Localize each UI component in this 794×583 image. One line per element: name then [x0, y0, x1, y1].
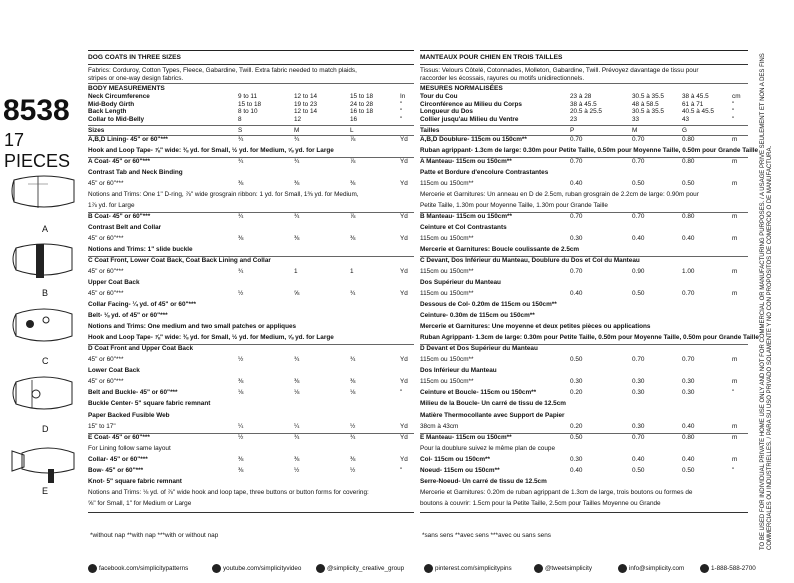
yardage-value: ⅞ — [350, 213, 356, 221]
yardage-unit: " — [732, 389, 735, 397]
yardage-unit: m — [732, 290, 738, 298]
yardage-row-label: D Coat Front and Upper Coat Back — [88, 345, 194, 353]
facebook-icon — [88, 564, 97, 573]
usage-disclaimer-text: TO BE USED FOR INDIVIDUAL PRIVATE HOME USE ONLY AND NOT FOR COMMERCIAL OR MANUFACTURING PURPOSES. / A USAGE PRIVE SEULEMENT ET NON A DES FINS COMMERCIALES OU INDUSTRIELLES. / PARA SU USO PRIVADO SOLAMENTE Y NO CON PROPOSITOS DE COMERCIO O DE MANUFACTURA. — [760, 53, 774, 550]
yardage-value: ½ — [350, 422, 356, 430]
footer-phone[interactable]: 1-888-588-2700 — [700, 564, 756, 573]
measure-label: Longueur du Dos — [420, 108, 473, 116]
yardage-row-label: Ceinture- 0.30m de 115cm ou 150cm** — [420, 312, 535, 320]
view-e-illustration — [8, 439, 80, 485]
yardage-value: ¾ — [294, 213, 300, 221]
yardage-unit: Yd — [400, 455, 408, 463]
yardage-value: 0.50 — [570, 356, 583, 364]
yardage-row-label: Dos Inférieur du Manteau — [420, 367, 497, 375]
yardage-unit: m — [732, 433, 738, 441]
yardage-value: ½ — [238, 433, 244, 441]
en-nap-note: *without nap **with nap ***with or without nap — [90, 532, 219, 539]
yardage-unit: Yd — [400, 290, 408, 298]
yardage-value: 0.40 — [570, 466, 583, 474]
yardage-row-label: Collar Facing- ¼ yd. of 45" or 60"*** — [88, 301, 196, 309]
yardage-value: 0.30 — [570, 235, 583, 243]
size-header: G — [682, 126, 687, 134]
yardage-row-label: Dos Supérieur du Manteau — [420, 279, 501, 287]
yardage-value: 1 — [350, 268, 354, 276]
yardage-row-label: 115cm ou 150cm** — [420, 378, 474, 386]
yardage-row-label: 115cm ou 150cm** — [420, 356, 474, 364]
yardage-row-label: 115cm ou 150cm** — [420, 235, 474, 243]
yardage-row-label: Noeud- 115cm ou 150cm** — [420, 466, 500, 474]
pattern-summary — [0, 44, 84, 564]
yardage-value: ⅜ — [238, 466, 244, 474]
yardage-row-label: Ruban Agrippant- 1.3cm de large: 0.30m pour Petite Taille, 0.50m pour Moyenne Taille, 0.50m pour Grande Taille — [420, 334, 759, 342]
measure-label: Collar to Mid-Belly — [88, 115, 145, 123]
yardage-unit: m — [732, 235, 738, 243]
yardage-row-label: Belt and Buckle- 45" or 60"*** — [88, 389, 178, 397]
yardage-row-label: E Coat- 45" or 60"*** — [88, 433, 150, 441]
yardage-row-label: C Coat Front, Lower Coat Back, Coat Back Lining and Collar — [88, 257, 271, 265]
youtube-icon — [212, 564, 221, 573]
yardage-row-label: Notions and Trims: 1" slide buckle — [88, 246, 193, 254]
yardage-unit: " — [400, 466, 403, 474]
measure-unit: " — [732, 100, 735, 108]
pattern-number: 8538 — [3, 94, 70, 127]
measure-value: 15 to 18 — [350, 93, 374, 100]
yardage-value: ¾ — [238, 213, 244, 221]
pieces-count: 17 PIECES — [4, 130, 71, 171]
yardage-value: 0.70 — [570, 136, 583, 143]
yardage-unit: Yd — [400, 180, 408, 188]
yardage-unit: m — [732, 158, 738, 166]
yardage-row-label: Paper Backed Fusible Web — [88, 411, 170, 419]
footer-twitter[interactable]: @tweetsimplicity — [534, 564, 592, 573]
yardage-value: 0.80 — [682, 433, 695, 441]
yardage-row-label: For Lining follow same layout — [88, 444, 171, 452]
yardage-value: ½ — [238, 356, 244, 364]
measure-label: Back Length — [88, 108, 127, 116]
measure-label: Neck Circumference — [88, 93, 150, 100]
measure-value: 15 to 18 — [238, 100, 262, 108]
yardage-value: ⅜ — [294, 180, 300, 188]
pinterest-icon — [424, 564, 433, 573]
yardage-value: ⅜ — [294, 235, 300, 243]
measure-value: 20.5 à 25.5 — [570, 108, 602, 116]
yardage-value: ¾ — [238, 158, 244, 166]
measure-value: 8 — [238, 115, 242, 123]
measure-value: 61 à 71 — [682, 100, 704, 108]
yardage-row-label: A,B,D Doublure- 115cm ou 150cm** — [420, 136, 527, 143]
yardage-value: 0.70 — [682, 290, 695, 298]
yardage-unit: Yd — [400, 422, 408, 430]
measure-label: Mid-Body Girth — [88, 100, 135, 108]
size-header: M — [294, 126, 300, 134]
yardage-row-label: boutons à couvrir: 1.5cm pour la Petite Taille, 2.5cm pour Tailles Moyenne ou Grande — [420, 499, 661, 507]
measure-unit: " — [400, 115, 403, 123]
yardage-row-label: Petite Taille, 1.30m pour Moyenne Taille, 1.30m pour Grande Taille — [420, 202, 608, 210]
yardage-row-label: 1⅞ yd. for Large — [88, 202, 135, 210]
view-e-label: E — [42, 486, 49, 496]
yardage-value: ⅜ — [350, 455, 356, 463]
measure-unit: " — [400, 100, 403, 108]
yardage-value: ⅜ — [294, 378, 300, 386]
yardage-row-label: Bow- 45" or 60"*** — [88, 466, 144, 474]
yardage-value: ¾ — [350, 290, 356, 298]
yardage-value: ⅛ — [350, 389, 356, 397]
yardage-value: 0.30 — [682, 378, 695, 386]
yardage-value: 0.80 — [682, 136, 695, 143]
measure-label: Collier jusqu'au Milieu du Ventre — [420, 115, 519, 123]
yardage-row-label: Upper Coat Back — [88, 279, 140, 287]
view-a-label: A — [42, 224, 49, 234]
yardage-row-label: Knot- 5" square fabric remnant — [88, 477, 182, 485]
yardage-unit: m — [732, 136, 738, 143]
fr-body-heading: MESURES NORMALISÉES — [420, 85, 503, 92]
measure-value: 48 à 58.5 — [632, 100, 659, 108]
yardage-value: ⅞ — [350, 136, 356, 143]
yardage-value: ⅜ — [238, 180, 244, 188]
yardage-value: ⅜ — [350, 235, 356, 243]
measure-value: 8 to 10 — [238, 108, 258, 116]
yardage-unit: Yd — [400, 268, 408, 276]
yardage-value: 0.30 — [632, 389, 645, 397]
yardage-value: 0.70 — [570, 268, 583, 276]
measure-value: 16 — [350, 115, 358, 123]
yardage-row-label: 45" or 60"*** — [88, 268, 124, 276]
yardage-value: 1.00 — [682, 268, 695, 276]
view-c-illustration — [8, 304, 80, 348]
yardage-row-label: ⅝" for Small, 1" for Medium or Large — [88, 499, 192, 507]
yardage-value: ½ — [238, 290, 244, 298]
yardage-value: 0.30 — [570, 378, 583, 386]
measure-value: 23 — [570, 115, 578, 123]
measure-value: 16 to 18 — [350, 108, 374, 116]
yardage-row-label: Collar- 45" or 60"*** — [88, 455, 148, 463]
yardage-unit: m — [732, 180, 738, 188]
yardage-unit: m — [732, 268, 738, 276]
yardage-value: ¼ — [238, 422, 244, 430]
yardage-value: ⅞ — [350, 158, 356, 166]
yardage-row-label: Serre-Noeud- Un carré de tissu de 12.5cm — [420, 477, 547, 485]
yardage-row-label: A Manteau- 115cm ou 150cm** — [420, 158, 512, 166]
yardage-row-label: 45" or 60"*** — [88, 235, 124, 243]
yardage-value: 0.30 — [632, 378, 645, 386]
yardage-value: 0.20 — [570, 389, 583, 397]
measure-value: 23 à 28 — [570, 93, 592, 100]
yardage-value: ¾ — [294, 158, 300, 166]
yardage-value: 0.40 — [682, 422, 695, 430]
yardage-row-label: A,B,D Lining- 45" or 60"*** — [88, 136, 168, 143]
measure-label: Circonférence au Milieu du Corps — [420, 100, 522, 108]
yardage-value: 0.40 — [632, 235, 645, 243]
fr-fabrics: Tissus: Velours Côtelé, Cotonnades, Molleton, Gabardine, Twill. Prévoyez davantage de tissu pour — [420, 67, 699, 74]
yardage-row-label: Hook and Loop Tape- ⅞" wide: ⅜ yd. for Small, ½ yd. for Medium, ⅝ yd. for Large — [88, 147, 334, 155]
yardage-value: ¾ — [238, 136, 244, 143]
yardage-value: ¾ — [238, 268, 244, 276]
measure-unit: " — [400, 108, 403, 116]
yardage-row-label: Belt- ⅛ yd. of 45" or 60"*** — [88, 312, 168, 320]
yardage-value: 0.40 — [682, 235, 695, 243]
footer-email[interactable]: info@simplicity.com — [618, 564, 684, 573]
yardage-value: ⅜ — [238, 455, 244, 463]
view-d-label: D — [42, 424, 49, 434]
yardage-value: 1 — [294, 268, 298, 276]
fr-fabrics-2: raccorder les écossais, rayures ou motifs unidirectionnels. — [420, 74, 585, 82]
measure-value: 12 — [294, 115, 302, 123]
yardage-value: 0.50 — [682, 466, 695, 474]
yardage-unit: m — [732, 356, 738, 364]
footer-pinterest[interactable]: pinterest.com/simplicitypins — [424, 564, 512, 573]
size-header: P — [570, 126, 575, 134]
yardage-row-label: B Coat- 45" or 60"*** — [88, 213, 151, 221]
yardage-value: ½ — [294, 466, 300, 474]
yardage-value: ⅜ — [238, 378, 244, 386]
sizes-label: Sizes — [88, 126, 105, 134]
size-header: M — [632, 126, 638, 134]
yardage-row-label: 45" or 60"*** — [88, 180, 124, 188]
french-yardage-panel — [420, 50, 759, 539]
yardage-value: ⅛ — [294, 389, 300, 397]
yardage-value: ⅛ — [238, 389, 244, 397]
yardage-value: 0.30 — [632, 422, 645, 430]
yardage-row-label: Notions and Trims: One 1" D-ring, ⅞" wide grosgrain ribbon: 1 yd. for Small, 1⅜ yd. for Medium, — [88, 191, 359, 199]
yardage-row-label: 115cm ou 150cm** — [420, 290, 474, 298]
yardage-row-label: Milieu de la Boucle- Un carré de tissu de 12.5cm — [420, 400, 566, 408]
yardage-value: 0.70 — [632, 158, 645, 166]
social-footer — [88, 562, 788, 576]
yardage-value: 0.70 — [632, 433, 645, 441]
yardage-row-label: 45" or 60"*** — [88, 290, 124, 298]
yardage-value: ¼ — [294, 422, 300, 430]
view-b-label: B — [42, 288, 49, 298]
yardage-row-label: 45" or 60"*** — [88, 378, 124, 386]
yardage-unit: m — [732, 213, 738, 221]
fr-title: MANTEAUX POUR CHIEN EN TROIS TAILLES — [420, 54, 563, 61]
yardage-row-label: Patte et Bordure d'encolure Contrastantes — [420, 169, 549, 177]
footer-instagram[interactable]: @simplicity_creative_group — [316, 564, 404, 573]
en-body-heading: BODY MEASUREMENTS — [88, 85, 165, 92]
yardage-value: 0.80 — [682, 213, 695, 221]
yardage-value: 0.40 — [632, 455, 645, 463]
yardage-value: ¾ — [350, 433, 356, 441]
yardage-row-label: Ceinture et Col Contrastants — [420, 224, 507, 232]
measure-value: 12 to 14 — [294, 93, 318, 100]
yardage-row-label: Mercerie et Garnitures: Un anneau en D de 2.5cm, ruban grosgrain de 2.2cm de large: 0.90m pour — [420, 191, 699, 199]
yardage-row-label: D Devant et Dos Supérieur du Manteau — [420, 345, 538, 353]
measure-value: 33 — [632, 115, 640, 123]
yardage-row-label: B Manteau- 115cm ou 150cm** — [420, 213, 512, 221]
yardage-row-label: Ruban agrippant- 1.3cm de large: 0.30m pour Petite Taille, 0.50m pour Moyenne Taille, 0.50m pour Grande Taille — [420, 147, 759, 155]
yardage-row-label: E Manteau- 115cm ou 150cm** — [420, 433, 512, 441]
yardage-unit: Yd — [400, 158, 408, 166]
yardage-unit: Yd — [400, 213, 408, 221]
phone-icon — [700, 564, 709, 573]
yardage-unit: Yd — [400, 136, 408, 143]
yardage-row-label: 115cm ou 150cm** — [420, 180, 474, 188]
yardage-row-label: Mercerie et Garnitures: Boucle coulissante de 2.5cm — [420, 246, 580, 254]
yardage-row-label: Col- 115cm ou 150cm** — [420, 455, 490, 463]
yardage-row-label: 45" or 60"*** — [88, 356, 124, 364]
yardage-unit: Yd — [400, 356, 408, 364]
measure-value: 38 à 45.5 — [682, 93, 709, 100]
yardage-value: 0.70 — [570, 158, 583, 166]
yardage-value: ⅜ — [238, 235, 244, 243]
measure-value: 30.5 à 35.5 — [632, 93, 664, 100]
measure-unit: " — [732, 108, 735, 116]
measure-unit: cm — [732, 93, 741, 100]
english-yardage-panel — [88, 50, 414, 539]
yardage-unit: m — [732, 422, 738, 430]
yardage-value: 0.50 — [682, 180, 695, 188]
yardage-row-label: Matière Thermocollante avec Support de Papier — [420, 411, 565, 419]
yardage-unit: m — [732, 378, 738, 386]
yardage-unit: " — [400, 389, 403, 397]
yardage-value: 0.50 — [632, 466, 645, 474]
yardage-row-label: 15" to 17" — [88, 422, 116, 430]
yardage-row-label: Buckle Center- 5" square fabric remnant — [88, 400, 211, 408]
yardage-value: 0.70 — [632, 213, 645, 221]
measure-value: 40.5 à 45.5 — [682, 108, 714, 116]
yardage-row-label: Ceinture et Boucle- 115cm ou 150cm** — [420, 389, 537, 397]
yardage-value: 0.40 — [570, 180, 583, 188]
yardage-value: 0.30 — [570, 455, 583, 463]
yardage-value: ⅜ — [294, 455, 300, 463]
fr-nap-note: *sans sens **avec sens ***avec ou sans sens — [422, 532, 551, 539]
yardage-unit: " — [732, 466, 735, 474]
yardage-value: 0.40 — [570, 290, 583, 298]
footer-youtube[interactable]: youtube.com/simplicityvideo — [212, 564, 301, 573]
yardage-row-label: Hook and Loop Tape- ⅞" wide: ⅜ yd. for Small, ½ yd. for Medium, ⅝ yd. for Large — [88, 334, 334, 342]
yardage-value: 0.50 — [570, 433, 583, 441]
yardage-value: ¾ — [350, 356, 356, 364]
email-icon — [618, 564, 627, 573]
measure-unit: In — [400, 93, 406, 100]
yardage-row-label: Mercerie et Garnitures: Une moyenne et deux petites pièces ou applications — [420, 323, 651, 331]
yardage-value: 0.50 — [632, 290, 645, 298]
yardage-row-label: Contrast Belt and Collar — [88, 224, 162, 232]
view-a-illustration — [8, 172, 80, 214]
yardage-unit: Yd — [400, 378, 408, 386]
yardage-row-label: C Devant, Dos Inférieur du Manteau, Doublure du Dos et Col du Manteau — [420, 257, 640, 265]
yardage-row-label: A Coat- 45" or 60"*** — [88, 158, 150, 166]
yardage-row-label: Notions and Trims: One medium and two small patches or appliques — [88, 323, 297, 331]
twitter-icon — [534, 564, 543, 573]
measure-value: 24 to 28 — [350, 100, 374, 108]
yardage-value: ¾ — [294, 433, 300, 441]
yardage-row-label: Lower Coat Back — [88, 367, 140, 375]
footer-facebook[interactable]: facebook.com/simplicitypatterns — [88, 564, 188, 573]
measure-label: Tour du Cou — [420, 93, 458, 100]
yardage-value: ⅜ — [350, 378, 356, 386]
yardage-value: 0.70 — [632, 136, 645, 143]
view-b-illustration — [8, 240, 80, 282]
yardage-value: 0.70 — [682, 356, 695, 364]
yardage-value: 0.80 — [682, 158, 695, 166]
yardage-unit: Yd — [400, 235, 408, 243]
yardage-value: ⅝ — [294, 290, 300, 298]
yardage-row-label: Mercerie et Garnitures: 0.20m de ruban agrippant de 1.3cm de large, trois boutons ou formes de — [420, 488, 693, 496]
measure-value: 30.5 à 35.5 — [632, 108, 664, 116]
usage-disclaimer — [752, 30, 792, 550]
en-fabrics-2: stripes or one-way design fabrics. — [88, 74, 184, 82]
yardage-value: 0.90 — [632, 268, 645, 276]
sizes-label: Tailles — [420, 126, 440, 134]
size-header: L — [350, 126, 354, 134]
measure-value: 9 to 11 — [238, 93, 258, 100]
view-c-label: C — [42, 356, 49, 366]
yardage-value: ½ — [350, 466, 356, 474]
view-d-illustration — [8, 372, 80, 416]
yardage-value: 0.50 — [632, 180, 645, 188]
instagram-icon — [316, 564, 325, 573]
en-fabrics: Fabrics: Corduroy, Cotton Types, Fleece, Gabardine, Twill. Extra fabric needed to match plaids, — [88, 67, 357, 74]
yardage-row-label: Contrast Tab and Neck Binding — [88, 169, 183, 177]
yardage-value: ¾ — [294, 356, 300, 364]
en-title: DOG COATS IN THREE SIZES — [88, 54, 181, 61]
yardage-unit: m — [732, 455, 738, 463]
yardage-row-label: 38cm à 43cm — [420, 422, 459, 430]
measure-value: 12 to 14 — [294, 108, 318, 116]
yardage-value: ⅜ — [350, 180, 356, 188]
yardage-row-label: Dessous de Col- 0.20m de 115cm ou 150cm** — [420, 301, 557, 309]
yardage-value: 0.30 — [682, 389, 695, 397]
yardage-value: 0.70 — [632, 356, 645, 364]
measure-value: 38 à 45.5 — [570, 100, 597, 108]
yardage-value: 0.70 — [570, 213, 583, 221]
yardage-row-label: Pour la doublure suivez le même plan de coupe — [420, 444, 555, 452]
measure-value: 43 — [682, 115, 690, 123]
yardage-row-label: Notions and Trims: ⅛ yd. of ⅞" wide hook and loop tape, three buttons or button forms for covering: — [88, 488, 369, 496]
yardage-value: 0.20 — [570, 422, 583, 430]
yardage-value: ¾ — [294, 136, 300, 143]
yardage-row-label: 115cm ou 150cm** — [420, 268, 474, 276]
measure-value: 19 to 23 — [294, 100, 318, 108]
size-header: S — [238, 126, 243, 134]
measure-unit: " — [732, 115, 735, 123]
yardage-unit: Yd — [400, 433, 408, 441]
yardage-value: 0.40 — [682, 455, 695, 463]
